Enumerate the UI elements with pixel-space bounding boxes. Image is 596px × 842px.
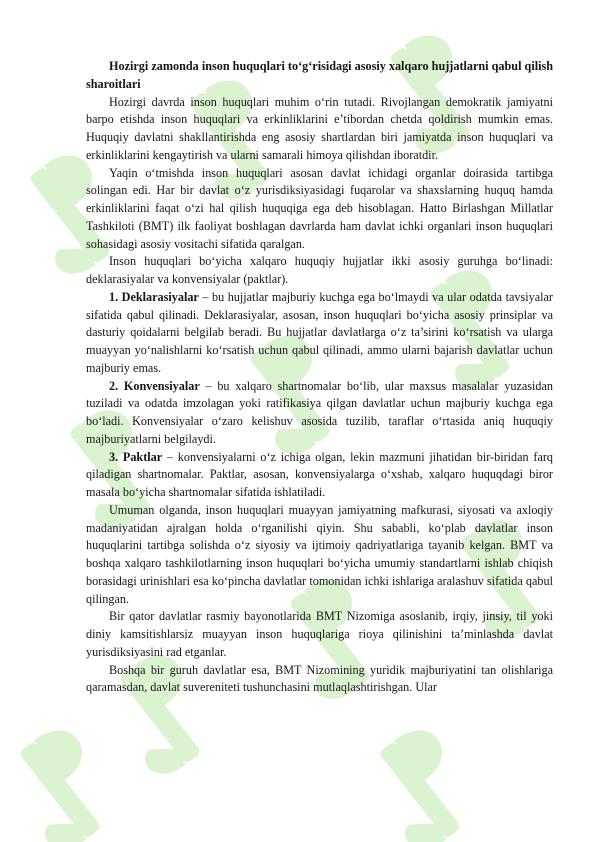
paragraph-2-text: Yaqin o‘tmishda inson huquqlari asosan davlat ichidagi organlar doirasida tartibga solingan edi. Har bir davlat o‘z yurisdiksiyasidagi fuqarolar va shaxslarning huquq hamda erkinliklarini faqat o‘zi hal qilish huquqiga ega deb hisoblagan. Hatto Birlashgan Millatlar Tashkiloti (BMT) ilk faoliyat boshlagan davrlarda ham davlat ichki organlari inson huquqlari sohasidagi asosiy vositachi sifatida qaralgan. bbox=[86, 165, 553, 251]
paragraph-8-text: Bir qator davlatlar rasmiy bayonotlarida BMT Nizomiga asoslanib, irqiy, jinsiy, til yoki diniy kamsitishlarsiz muayyan inson huquqlariga rioya qilinishini ta’minlashda davlat yurisdiksiyasini rad etganlar. bbox=[86, 609, 553, 659]
watermark-glyph bbox=[0, 719, 129, 842]
paragraph-3-text: Inson huquqlari bo‘yicha xalqaro huquqiy hujjatlar ikki asosiy guruhga bo‘linadi: deklarasiyalar va konvensiyalar (paktlar). bbox=[86, 254, 553, 286]
paragraph-7-text: Umuman olganda, inson huquqlari muayyan jamiyatning mafkurasi, siyosati va axloqiy madaniyatidan ajralgan holda o‘rganilishi qiyin. Shu sababli, ko‘plab davlatlar inson huquqlarini tartibga solishda o‘z siyosiy va ijtimoiy qadriyatlariga tayanib kelgan. BMT va boshqa xalqaro tashkilotlarning inson huquqlari bo‘yicha umumiy standartlarni ishlab chiqish borasidagi urinishlari esa ko‘pincha davlatlar tomonidan ichki ishlariga aralashuv sifatida qabul qilingan. bbox=[86, 502, 553, 606]
term-declarations: 1. Deklarasiyalar bbox=[109, 289, 199, 304]
paragraph-2 bbox=[86, 165, 553, 254]
paragraph-3 bbox=[86, 253, 553, 289]
term-conventions: 2. Konvensiyalar bbox=[109, 378, 200, 393]
document-page bbox=[86, 58, 553, 697]
paragraph-conventions-text: – bu xalqaro shartnomalar bo‘lib, ular maxsus masalalar yuzasidan tuziladi va odatda imzolagan yoki ratifikasiya qilgan davlatlar uchun majburiy kuchga ega bo‘ladi. Konvensiyalar o‘zaro kelishuv asosida tuzilib, taraflar o‘rtasida aniq huquqiy majburiyatlarni belgilaydi. bbox=[86, 378, 553, 446]
term-pacts: 3. Paktlar bbox=[109, 449, 163, 464]
watermark-glyph bbox=[353, 719, 489, 842]
paragraph-1 bbox=[86, 94, 553, 165]
paragraph-pacts-text: – konvensiyalarni o‘z ichiga olgan, lekin mazmuni jihatidan bir-biridan farq qiladigan shartnomalar. Paktlar, asosan, konvensiyalarga o‘xshab, xalqaro huquqdagi biror masala bo‘yicha shartnomalar sifatida ishlatiladi. bbox=[86, 449, 554, 499]
paragraph-1-text: Hozirgi davrda inson huquqlari muhim o‘rin tutadi. Rivojlangan demokratik jamiyatni barpo etishda inson huquqlari va erkinliklarini e’tibordan chetda qoldirish mumkin emas. Huquqiy davlatni shakllantirishda eng asosiy shartlardan biri jamiyatda inson huquqlari va erkinliklarini kengaytirish va ularni samarali himoya qilishdan iboratdir. bbox=[86, 94, 553, 162]
paragraph-declarations bbox=[86, 289, 553, 378]
section-heading: Hozirgi zamonda inson huquqlari to‘g‘risidagi asosiy xalqaro hujjatlarni qabul qilish sharoitlari bbox=[86, 59, 553, 91]
paragraph-9-text: Boshqa bir guruh davlatlar esa, BMT Nizomining yuridik majburiyatini tan olishlariga qaramasdan, davlat suvereniteti tushunchasini mutlaqlashtirishgan. Ular bbox=[86, 662, 553, 695]
paragraph-conventions bbox=[86, 378, 553, 449]
paragraph-8 bbox=[86, 608, 553, 661]
paragraph-declarations-text: – bu hujjatlar majburiy kuchga ega bo‘lmaydi va ular odatda tavsiyalar sifatida qabul qilinadi. Deklarasiyalar, asosan, inson huquqlari bo‘yicha asosiy prinsiplar va dasturiy qoidalarni belgilab beradi. Bu hujjatlar davlatlarga o‘z ta’sirini ko‘rsatish va ularga muayyan yo‘nalishlarni ko‘rsatish uchun qabul qilinadi, ammo ularni bajarish davlatlar uchun majburiy emas. bbox=[86, 289, 553, 375]
paragraph-9 bbox=[86, 662, 553, 698]
paragraph-pacts bbox=[86, 449, 553, 502]
paragraph-7 bbox=[86, 502, 553, 609]
